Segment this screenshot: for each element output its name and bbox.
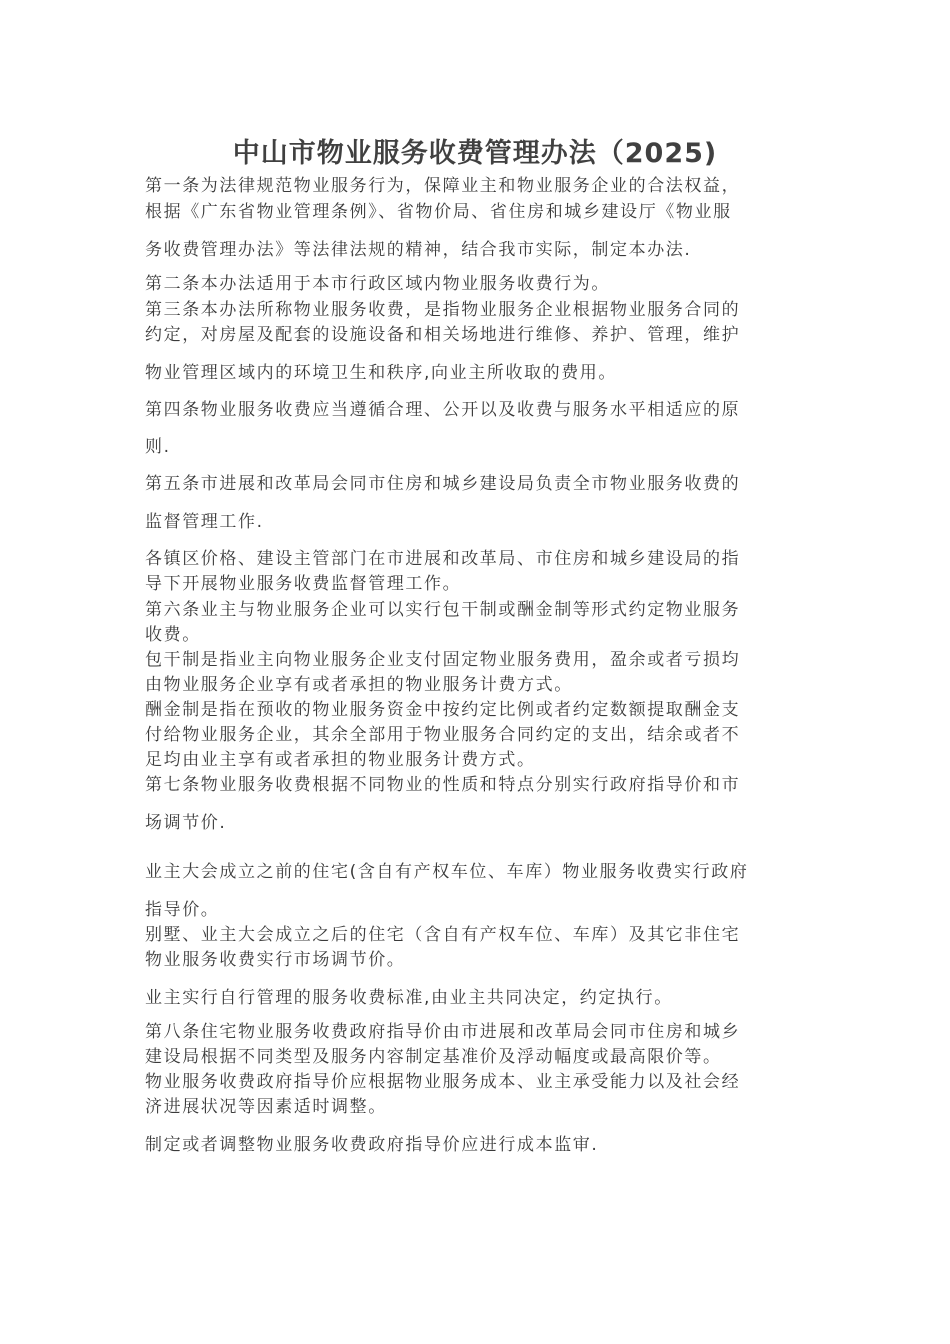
paragraph-line: 物业管理区域内的环境卫生和秩序,向业主所收取的费用。 [145,363,618,383]
paragraph-line: 监督管理工作. [145,512,264,532]
paragraph-line: 第三条本办法所称物业服务收费，是指物业服务企业根据物业服务合同的 [145,300,741,320]
paragraph-line: 济进展状况等因素适时调整。 [145,1097,387,1117]
paragraph-line: 收费。 [145,625,201,645]
paragraph-line: 建设局根据不同类型及服务内容制定基准价及浮动幅度或最高限价等。 [145,1047,722,1067]
paragraph-line: 业主实行自行管理的服务收费标准,由业主共同决定，约定执行。 [145,988,673,1008]
paragraph-line: 则. [145,437,171,457]
paragraph-line: 业主大会成立之前的住宅(含自有产权车位、车库）物业服务收费实行政府 [145,862,749,882]
paragraph-line: 别墅、业主大会成立之后的住宅（含自有产权车位、车库）及其它非住宅 [145,925,741,945]
paragraph-line: 场调节价. [145,813,227,833]
paragraph-line: 务收费管理办法》等法律法规的精神，结合我市实际，制定本办法. [145,240,692,260]
paragraph-line: 第八条住宅物业服务收费政府指导价由市进展和改革局会同市住房和城乡 [145,1022,741,1042]
paragraph-line: 物业服务收费实行市场调节价。 [145,950,406,970]
paragraph-line: 第七条物业服务收费根据不同物业的性质和特点分别实行政府指导价和市 [145,775,741,795]
paragraph-line: 各镇区价格、建设主管部门在市进展和改革局、市住房和城乡建设局的指 [145,549,741,569]
paragraph-line: 由物业服务企业享有或者承担的物业服务计费方式。 [145,675,573,695]
paragraph-line: 物业服务收费政府指导价应根据物业服务成本、业主承受能力以及社会经 [145,1072,741,1092]
paragraph-line: 酬金制是指在预收的物业服务资金中按约定比例或者约定数额提取酬金支 [145,700,741,720]
paragraph-line: 包干制是指业主向物业服务企业支付固定物业服务费用，盈余或者亏损均 [145,650,741,670]
paragraph-line: 第二条本办法适用于本市行政区域内物业服务收费行为。 [145,274,610,294]
paragraph-line: 第一条为法律规范物业服务行为，保障业主和物业服务企业的合法权益， [145,176,741,196]
paragraph-line: 根据《广东省物业管理条例》、省物价局、省住房和城乡建设厅《物业服 [145,202,732,222]
paragraph-line: 足均由业主享有或者承担的物业服务计费方式。 [145,750,536,770]
paragraph-line: 第四条物业服务收费应当遵循合理、公开以及收费与服务水平相适应的原 [145,400,741,420]
paragraph-line: 指导价。 [145,900,220,920]
paragraph-line: 制定或者调整物业服务收费政府指导价应进行成本监审. [145,1135,599,1155]
paragraph-line: 付给物业服务企业，其余全部用于物业服务合同约定的支出，结余或者不 [145,725,741,745]
document-title: 中山市物业服务收费管理办法（2025) [232,138,718,169]
paragraph-line: 第五条市进展和改革局会同市住房和城乡建设局负责全市物业服务收费的 [145,474,741,494]
paragraph-line: 导下开展物业服务收费监督管理工作。 [145,574,462,594]
paragraph-line: 约定，对房屋及配套的设施设备和相关场地进行维修、养护、管理，维护 [145,325,741,345]
paragraph-line: 第六条业主与物业服务企业可以实行包干制或酬金制等形式约定物业服务 [145,600,741,620]
